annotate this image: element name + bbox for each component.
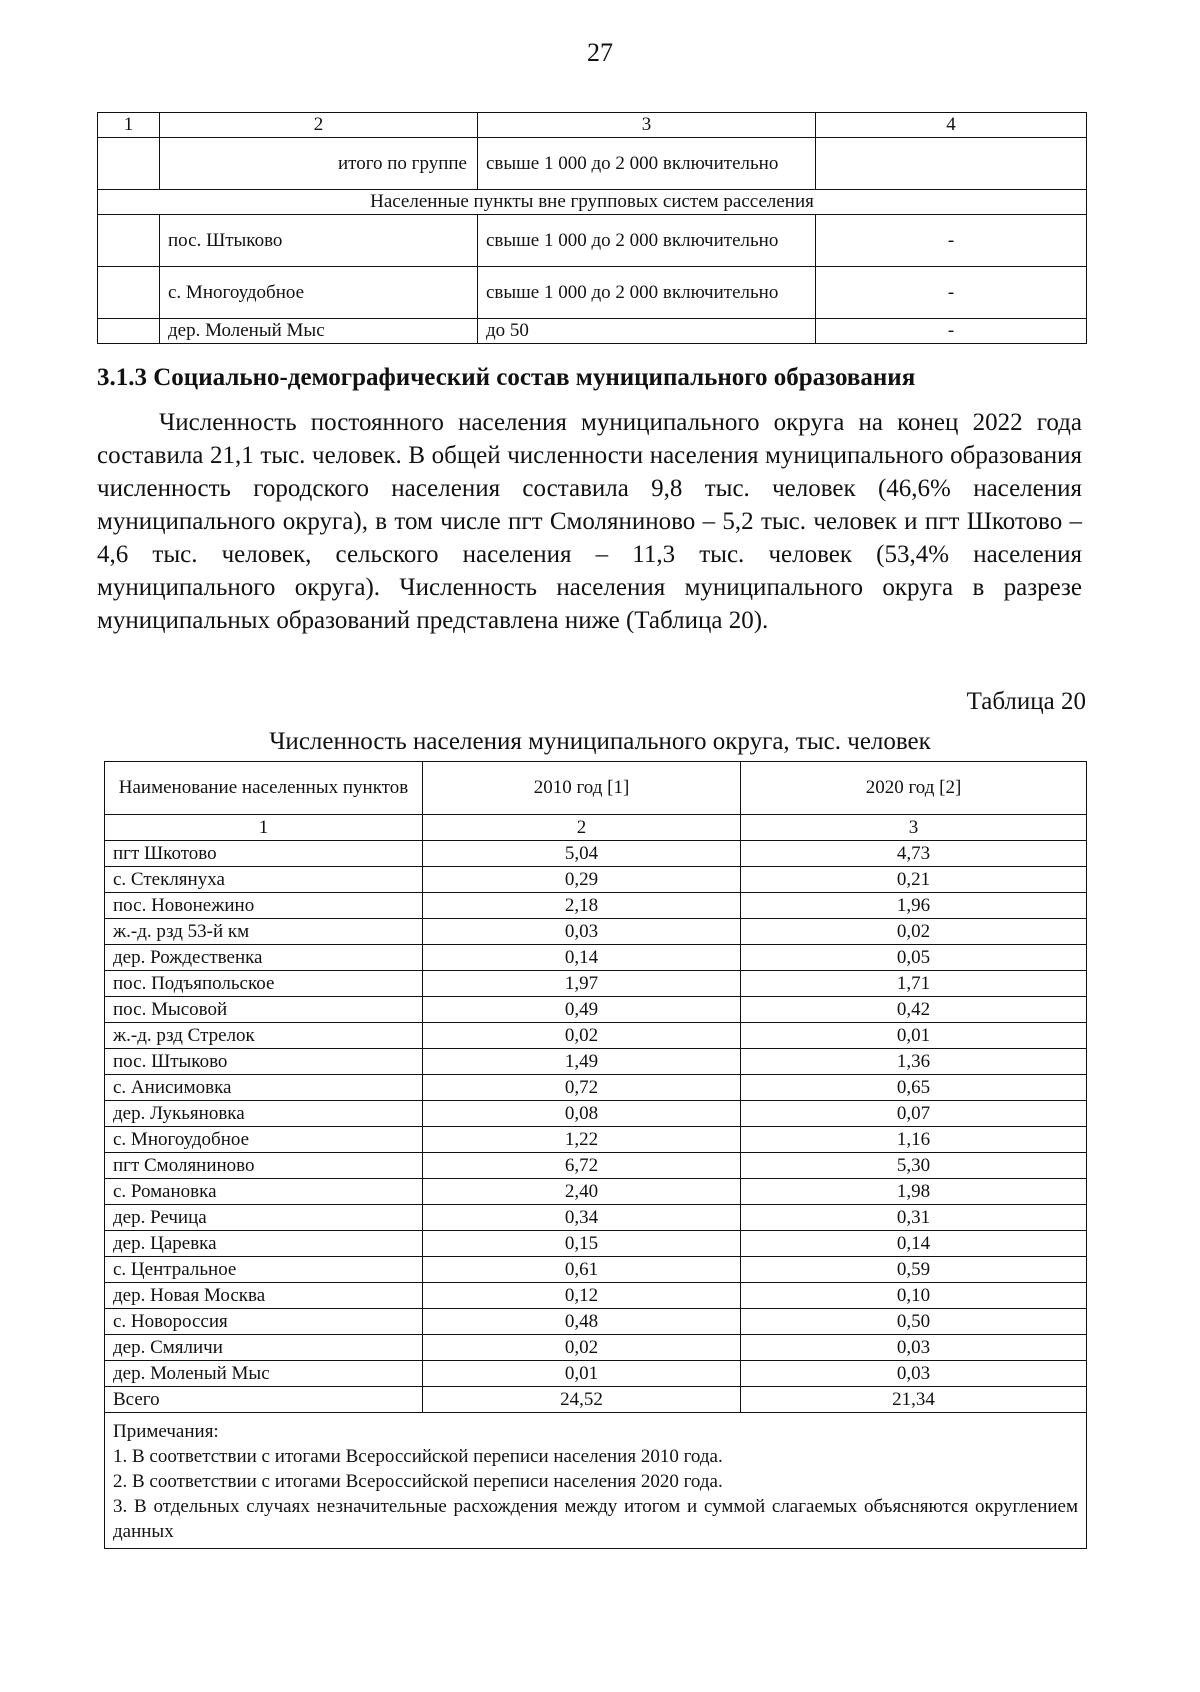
settlement-name: дер. Смяличи — [105, 1335, 423, 1361]
settlement-name: ж.-д. рзд 53-й км — [105, 919, 423, 945]
population-2020: 0,50 — [741, 1309, 1087, 1335]
population-2010: 0,15 — [423, 1231, 741, 1257]
population-2010: 0,12 — [423, 1283, 741, 1309]
population-2010: 0,02 — [423, 1335, 741, 1361]
population-2020: 0,02 — [741, 919, 1087, 945]
settlement-name: с. Романовка — [105, 1179, 423, 1205]
settlement-groups-table — [97, 112, 1087, 344]
settlement-name: пос. Новонежино — [105, 893, 423, 919]
table-row — [105, 841, 1087, 867]
population-2010: 0,03 — [423, 919, 741, 945]
column-header: Наименование населенных пунктов — [105, 762, 423, 815]
table-row — [105, 1257, 1087, 1283]
table-row — [105, 867, 1087, 893]
population-2020: 0,59 — [741, 1257, 1087, 1283]
population-2020: 1,71 — [741, 971, 1087, 997]
group-total-row — [98, 138, 1087, 190]
settlement-name: дер. Моленый Мыс — [160, 319, 478, 344]
settlement-name: пос. Подъяпольское — [105, 971, 423, 997]
col-number: 2 — [423, 815, 741, 841]
population-2020: 1,96 — [741, 893, 1087, 919]
population-2010: 0,02 — [423, 1023, 741, 1049]
settlement-name: с. Стеклянуха — [105, 867, 423, 893]
table-row — [105, 1049, 1087, 1075]
note-item: 1. В соответствии с итогами Всероссийской переписи населения 2010 года. — [113, 1446, 723, 1467]
table-row — [105, 1283, 1087, 1309]
settlement-name: пос. Штыково — [160, 215, 478, 267]
settlement-name: дер. Царевка — [105, 1231, 423, 1257]
column-header: 2010 год [1] — [423, 762, 741, 815]
population-2010: 0,49 — [423, 997, 741, 1023]
population-2010: 0,08 — [423, 1101, 741, 1127]
settlement-value — [816, 138, 1087, 190]
settlement-name: с. Новороссия — [105, 1309, 423, 1335]
population-2010: 1,97 — [423, 971, 741, 997]
note-item: 3. В отдельных случаях незначительные расхождения между итогом и суммой слагаемых объясняются округлением данных — [113, 1496, 1078, 1542]
population-2020: 1,16 — [741, 1127, 1087, 1153]
population-2010: 2,40 — [423, 1179, 741, 1205]
population-2010: 0,48 — [423, 1309, 741, 1335]
table-row — [98, 215, 1087, 267]
col-number: 3 — [741, 815, 1087, 841]
population-2020: 1,36 — [741, 1049, 1087, 1075]
population-2010: 0,61 — [423, 1257, 741, 1283]
col-number: 1 — [105, 815, 423, 841]
settlement-name: с. Анисимовка — [105, 1075, 423, 1101]
population-2010: 5,04 — [423, 841, 741, 867]
column-header: 2020 год [2] — [741, 762, 1087, 815]
table-cell — [98, 215, 160, 267]
settlement-size: свыше 1 000 до 2 000 включительно — [478, 138, 816, 190]
population-2020: 0,03 — [741, 1361, 1087, 1387]
population-2020: 0,42 — [741, 997, 1087, 1023]
settlement-name: пос. Мысовой — [105, 997, 423, 1023]
settlement-name: пгт Смоляниново — [105, 1153, 423, 1179]
col-number: 4 — [816, 113, 1087, 138]
settlement-name: пос. Штыково — [105, 1049, 423, 1075]
table-row — [98, 319, 1087, 344]
section-heading: 3.1.3 Социально-демографический состав муниципального образования — [97, 364, 916, 391]
population-2010: 0,14 — [423, 945, 741, 971]
table-cell — [98, 267, 160, 319]
table-row — [105, 1153, 1087, 1179]
table-row — [105, 893, 1087, 919]
population-2020: 0,03 — [741, 1335, 1087, 1361]
population-2010: 1,49 — [423, 1049, 741, 1075]
notes-cell — [105, 1413, 1087, 1549]
settlement-value: - — [816, 319, 1087, 344]
note-item: 2. В соответствии с итогами Всероссийской переписи населения 2020 года. — [113, 1471, 723, 1492]
population-table — [104, 761, 1087, 1549]
population-2020: 0,10 — [741, 1283, 1087, 1309]
table-row — [105, 945, 1087, 971]
table-row — [105, 1205, 1087, 1231]
settlement-name: пгт Шкотово — [105, 841, 423, 867]
population-2020: 0,21 — [741, 867, 1087, 893]
settlement-name: дер. Рождественка — [105, 945, 423, 971]
table-row — [105, 1075, 1087, 1101]
total-label: Всего — [105, 1387, 423, 1413]
settlement-value: - — [816, 215, 1087, 267]
population-2020: 4,73 — [741, 841, 1087, 867]
table-row — [105, 1231, 1087, 1257]
body-paragraph: Численность постоянного населения муниципального округа на конец 2022 года составила 21,1 тыс. человек. В общей численности населения муниципального образования численность городского населения составила 9,8 тыс. человек (46,6% населения муниципального округа), в том числе пгт Смоляниново – 5,2 тыс. человек и пгт Шкотово – 4,6 тыс. человек, сельского населения – 11,3 тыс. человек (53,4% населения муниципального округа). Численность населения муниципального округа в разрезе муниципальных образований представлена ниже (Таблица 20). — [97, 409, 1082, 634]
settlement-name: дер. Новая Москва — [105, 1283, 423, 1309]
col-number: 2 — [160, 113, 478, 138]
population-2020: 0,31 — [741, 1205, 1087, 1231]
table-row — [105, 1101, 1087, 1127]
population-2010: 0,29 — [423, 867, 741, 893]
table-row — [105, 1127, 1087, 1153]
table-row — [105, 919, 1087, 945]
table-caption: Численность населения муниципального округа, тыс. человек — [269, 728, 931, 755]
table-header-row — [98, 113, 1087, 138]
column-number-row — [105, 815, 1087, 841]
group-total-label: итого по группе — [160, 138, 478, 190]
notes-title: Примечания: — [113, 1421, 219, 1442]
settlement-name: с. Многоудобное — [160, 267, 478, 319]
population-2010: 0,01 — [423, 1361, 741, 1387]
population-2010: 0,34 — [423, 1205, 741, 1231]
population-2010: 2,18 — [423, 893, 741, 919]
table-row — [105, 971, 1087, 997]
population-2020: 1,98 — [741, 1179, 1087, 1205]
settlement-value: - — [816, 267, 1087, 319]
population-2020: 0,65 — [741, 1075, 1087, 1101]
population-2020: 5,30 — [741, 1153, 1087, 1179]
col-number: 3 — [478, 113, 816, 138]
population-2020: 0,01 — [741, 1023, 1087, 1049]
settlement-name: дер. Лукьяновка — [105, 1101, 423, 1127]
settlement-size: до 50 — [478, 319, 816, 344]
population-2020: 0,05 — [741, 945, 1087, 971]
page-number: 27 — [587, 38, 613, 67]
table-label: Таблица 20 — [966, 688, 1086, 715]
total-row — [105, 1387, 1087, 1413]
settlement-name: с. Многоудобное — [105, 1127, 423, 1153]
table-row — [105, 1335, 1087, 1361]
table-row — [105, 1309, 1087, 1335]
settlement-name: ж.-д. рзд Стрелок — [105, 1023, 423, 1049]
settlement-name: дер. Моленый Мыс — [105, 1361, 423, 1387]
table-header-row — [105, 762, 1087, 815]
table-cell — [98, 319, 160, 344]
table-row — [105, 997, 1087, 1023]
settlement-name: дер. Речица — [105, 1205, 423, 1231]
population-2020: 0,14 — [741, 1231, 1087, 1257]
population-2010: 6,72 — [423, 1153, 741, 1179]
total-2010: 24,52 — [423, 1387, 741, 1413]
population-2020: 0,07 — [741, 1101, 1087, 1127]
settlement-name: с. Центральное — [105, 1257, 423, 1283]
section-title: Населенные пункты вне групповых систем расселения — [98, 190, 1087, 215]
table-row — [105, 1023, 1087, 1049]
table-row — [105, 1361, 1087, 1387]
table-row — [98, 267, 1087, 319]
section-row — [98, 190, 1087, 215]
table-cell — [98, 138, 160, 190]
total-2020: 21,34 — [741, 1387, 1087, 1413]
population-2010: 0,72 — [423, 1075, 741, 1101]
col-number: 1 — [98, 113, 160, 138]
notes-row — [105, 1413, 1087, 1549]
settlement-size: свыше 1 000 до 2 000 включительно — [478, 215, 816, 267]
population-rows — [105, 841, 1087, 1387]
population-2010: 1,22 — [423, 1127, 741, 1153]
settlement-size: свыше 1 000 до 2 000 включительно — [478, 267, 816, 319]
table-row — [105, 1179, 1087, 1205]
